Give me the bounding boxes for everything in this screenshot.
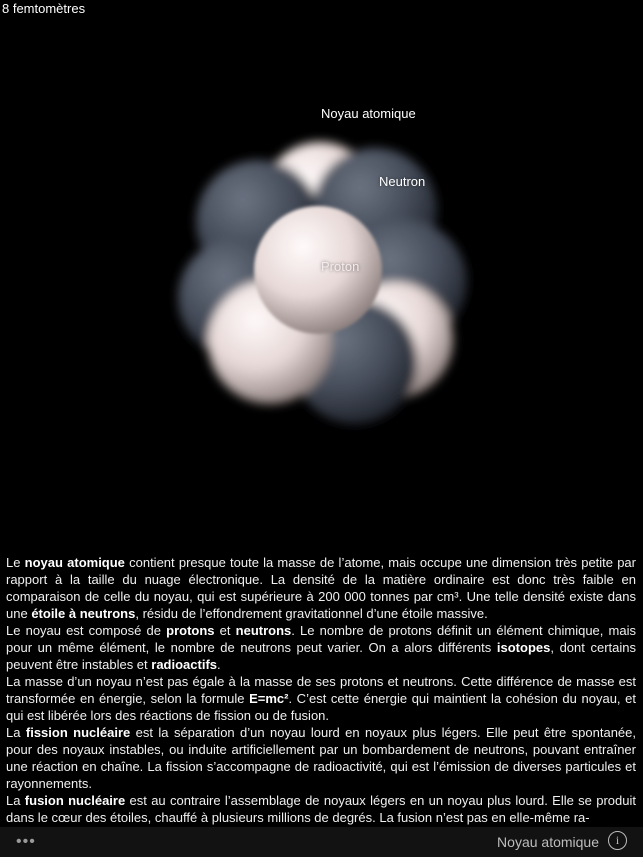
proton-callout: Proton — [321, 259, 360, 274]
bottom-toolbar — [0, 827, 643, 857]
article-text — [6, 554, 636, 826]
more-dots-icon[interactable]: ••• — [16, 833, 36, 850]
nucleus-callout: Noyau atomique — [321, 106, 416, 121]
scale-label: 8 femtomètres — [2, 1, 86, 16]
paragraph-fusion: La fusion nucléaire est au contraire l’assemblage de noyaux légers en un noyau plus lourd. Elle se produit dans le cœur des étoiles, chauffé à plusieurs millions de degrés. La fusion n’est pas en elle-même ra- — [6, 793, 636, 825]
neutron-callout: Neutron — [379, 174, 426, 189]
term-etoile-a-neutrons: étoile à neutrons — [31, 606, 136, 621]
toolbar-title: Noyau atomique — [497, 834, 599, 850]
paragraph-composition: Le noyau est composé de protons et neutrons. Le nombre de protons définit un élément chimique, mais pour un même élément, le nombre de neutrons peut varier. On a alors différents isotopes, dont certains peuvent être instables et radioactifs. — [6, 623, 637, 672]
term-isotopes: isotopes — [496, 640, 551, 655]
paragraph-fission: La fission nucléaire est la séparation d’un noyau lourd en noyaux plus légers. Elle peut être spontanée, pour des noyaux instables, ou induite artificiellement par un bombardement de neutrons, pouvant entraîner une réaction en chaîne. La fission s’accompagne de radioactivité, qui est l’émission de diverses particules et rayonnements. — [6, 725, 636, 791]
proton-sphere-front — [254, 206, 382, 334]
info-icon[interactable]: i — [608, 831, 627, 850]
term-emc2: E=mc² — [249, 691, 289, 706]
term-radioactifs: radioactifs — [151, 657, 218, 672]
nucleus-graphic — [0, 100, 643, 530]
term-noyau-atomique: noyau atomique — [24, 555, 125, 570]
term-protons: protons — [166, 623, 215, 638]
paragraph-nucleus: Le noyau atomique contient presque toute la masse de l’atome, mais occupe une dimension très petite par rapport à la taille du nuage électronique. La densité de la matière ordinaire est donc très faible en comparaison de celle du noyau, qui est supérieure à 200 000 tonnes par cm³. Une telle densité existe dans une étoile à neutrons, résidu de l’effondrement gravitationnel d’une étoile massive. — [6, 555, 636, 621]
paragraph-mass: La masse d’un noyau n’est pas égale à la masse de ses protons et neutrons. Cette différence de masse est transformée en énergie, selon la formule E=mc². C’est cette énergie qui maintient la cohésion du noyau, et qui est libérée lors des réactions de fission ou de fusion. — [6, 674, 636, 723]
term-fission-nucleaire: fission nucléaire — [25, 725, 131, 740]
nucleus-illustration[interactable] — [0, 100, 643, 530]
term-fusion-nucleaire: fusion nucléaire — [24, 793, 126, 808]
term-neutrons: neutrons — [235, 623, 292, 638]
